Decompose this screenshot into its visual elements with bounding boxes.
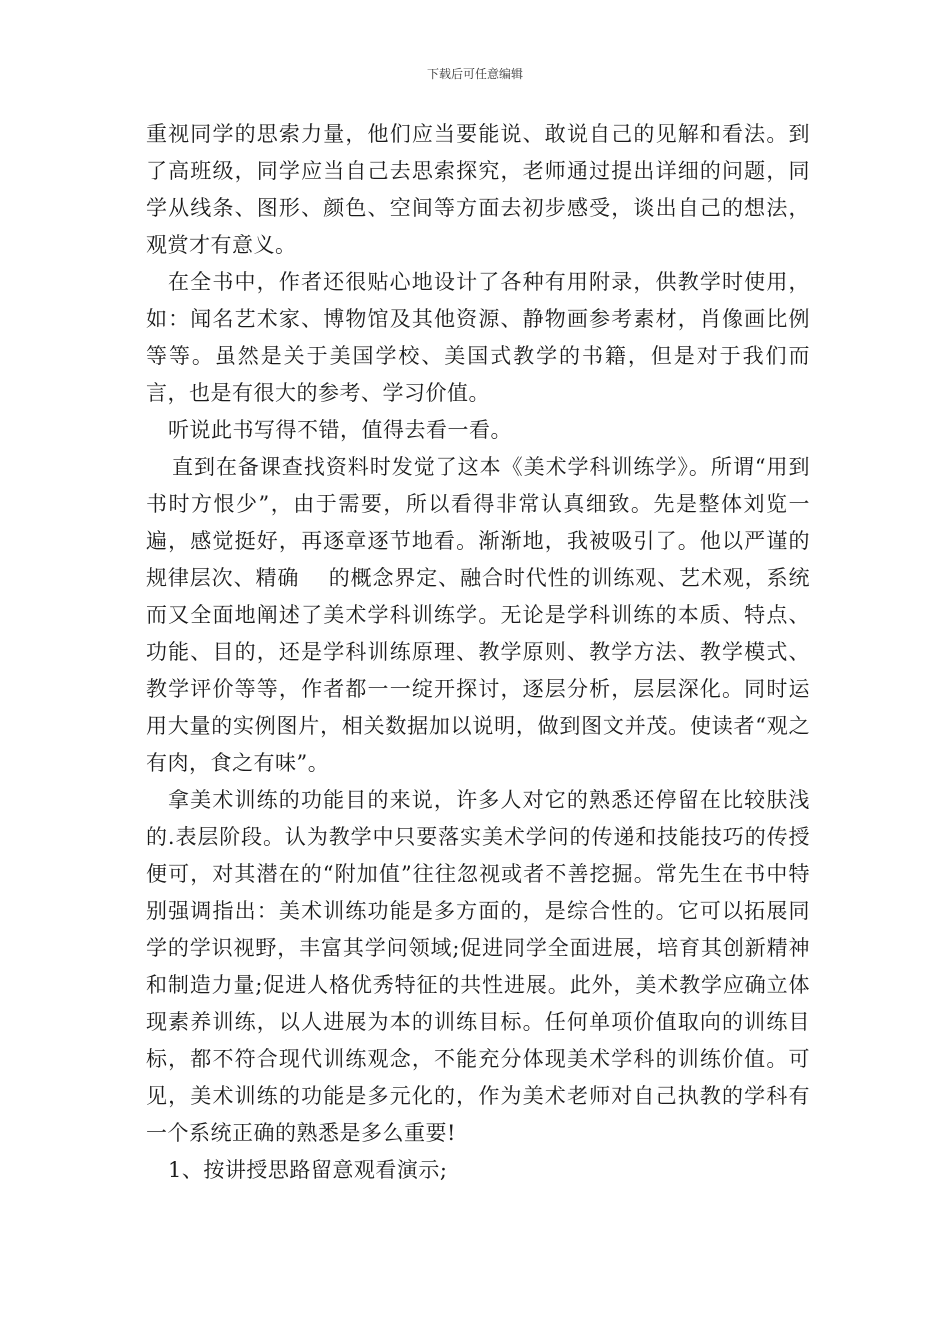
- document-body: [146, 116, 810, 1189]
- page-header: 下载后可任意编辑: [426, 67, 523, 81]
- paragraph-4: 直到在备课查找资料时发觉了这本《美术学科训练学》。所谓“用到书时方恨少”，由于需要，所以看得非常认真细致。先是整体刘览一遍，感觉挺好，再逐章逐节地看。渐渐地，我被吸引了。他以严谨的规律层次、精确 的概念界定、融合时代性的训练观、艺术观，系统而又全面地阐述了美术学科训练学。无论是学科训练的本质、特点、功能、目的，还是学科训练原理、教学原则、教学方法、教学模式、教学评价等等，作者都一一绽开探讨，逐层分析，层层深化。同时运用大量的实例图片，相关数据加以说明，做到图文并茂。使读者“观之有肉，食之有味”。: [146, 455, 810, 775]
- list-item-1: 1、按讲授思路留意观看演示;: [168, 1158, 448, 1182]
- paragraph-1: 重视同学的思索力量，他们应当要能说、敢说自己的见解和看法。到了高班级，同学应当自己去思索探究，老师通过提出详细的问题，同学从线条、图形、颜色、空间等方面去初步感受，谈出自己的想法，观赏才有意义。: [146, 122, 810, 257]
- paragraph-3: 听说此书写得不错，值得去看一看。: [168, 418, 512, 442]
- paragraph-5: 拿美术训练的功能目的来说，许多人对它的熟悉还停留在比较肤浅的.表层阶段。认为教学中只要落实美术学问的传递和技能技巧的传授便可，对其潜在的“附加值”往往忽视或者不善挖掘。常先生在书中特别强调指出：美术训练功能是多方面的，是综合性的。它可以拓展同学的学识视野，丰富其学问领域;促进同学全面进展，培育其创新精神和制造力量;促进人格优秀特征的共性进展。此外，美术教学应确立体现素养训练，以人进展为本的训练目标。任何单项价值取向的训练目标，都不符合现代训练观念，不能充分体现美术学科的训练价值。可见，美术训练的功能是多元化的，作为美术老师对自己执教的学科有一个系统正确的熟悉是多么重要!: [146, 788, 810, 1145]
- paragraph-2: 在全书中，作者还很贴心地设计了各种有用附录，供教学时使用，如：闻名艺术家、博物馆及其他资源、静物画参考素材，肖像画比例等等。虽然是关于美国学校、美国式教学的书籍，但是对于我们而言，也是有很大的参考、学习价值。: [146, 270, 810, 405]
